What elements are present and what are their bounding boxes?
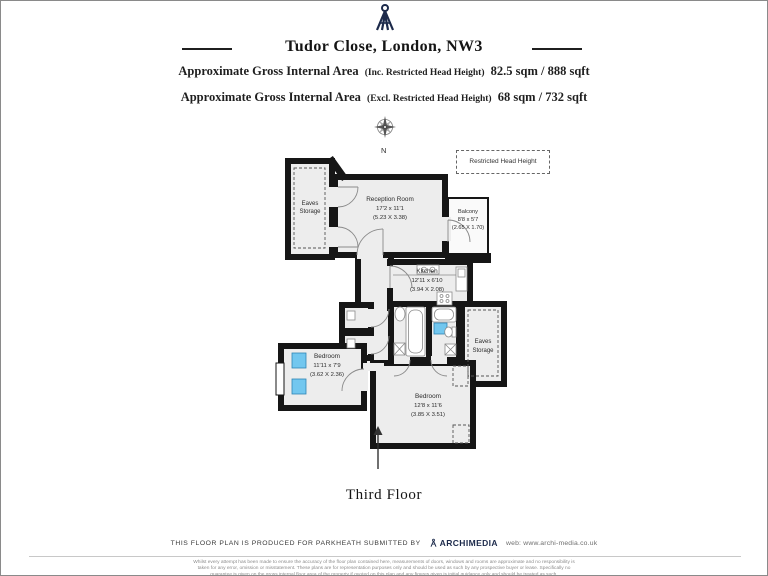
hob [437,292,452,305]
label-bedroom-left-name: Bedroom [314,353,340,360]
compass-north-label: N [381,146,387,155]
label-balcony-metric: (2.65 X 1.70) [451,225,485,231]
label-reception-name: Reception Room [366,196,414,203]
label-bedroom-right-metric: (3.85 X 3.51) [410,412,446,418]
label-kitchen-name: Kitchen [416,268,438,275]
area-line-excl [1,90,767,105]
area-label: Approximate Gross Internal Area [178,64,359,78]
drafting-compass-icon [369,2,401,34]
cupboard-unit [347,339,355,348]
area-paren: (Excl. Restricted Head Height) [367,94,492,104]
legend-label: Restricted Head Height [469,158,537,165]
produced-line: THIS FLOOR PLAN IS PRODUCED FOR PARKHEATH SUBMITTED BY [170,539,421,547]
area-value: 68 sqm / 732 sqft [497,90,588,104]
page-title: Tudor Close, London, NW3 [285,38,483,55]
area-paren: (Inc. Restricted Head Height) [364,68,485,78]
label-bedroom-right-name: Bedroom [415,393,441,400]
area-label: Approximate Gross Internal Area [180,90,361,104]
label-reception-metric: (5.23 X 3.38) [372,215,408,221]
basin [395,307,405,321]
footer-divider [29,556,741,557]
closet-1 [342,305,371,331]
floor-label: Third Floor [345,487,423,503]
brand-compass-icon [429,538,438,548]
label-bedroom-left-metric: (3.62 X 2.36) [309,372,345,378]
brand-web: web: www.archi-media.co.uk [505,539,598,547]
label-eaves-right-2: Storage [472,348,494,354]
disclaimer [0,559,768,576]
footer-bar [1,538,767,548]
area-value: 82.5 sqm / 888 sqft [490,64,590,78]
label-eaves-right-1: Eaves [474,339,492,345]
label-balcony-name: Balcony [458,209,478,215]
label-bedroom-left-imperial: 11'11 x 7'9 [313,363,341,369]
disclaimer-line: guarantee is given on the gross internal floor area of the property if quoted on this plan and any figures given is initial guidance only and should be treated as such. [210,571,558,576]
label-balcony-imperial: 8'8 x 5'7 [457,217,479,223]
area-line-inc [1,64,767,79]
balcony-bottom-wall [445,253,491,263]
label-reception-imperial: 17'2 x 11'1 [376,206,404,212]
floor-plan [266,149,528,471]
label-bedroom-right-imperial: 12'8 x 11'6 [414,403,442,409]
label-kitchen-imperial: 12'11 x 6'10 [411,278,443,284]
brand-logo [429,538,498,548]
brand-name: ARCHIMEDIA [439,538,498,548]
disclaimer-line: taken for any error, omission or misstatement. These plans are for representation purposes only and should be used as such by any prospective buyer or lease. Specifically no [197,565,571,571]
label-kitchen-metric: (3.94 X 2.08) [409,287,445,293]
window [276,363,284,395]
disclaimer-line: Whilst every attempt has been made to ensure the accuracy of the floor plan contained here, measurements of doors, windows and rooms are approximate and no responsibility is [193,559,575,565]
cupboard-unit [347,311,355,320]
label-eaves-left-2: Storage [299,209,321,215]
label-eaves-left-1: Eaves [301,201,319,207]
